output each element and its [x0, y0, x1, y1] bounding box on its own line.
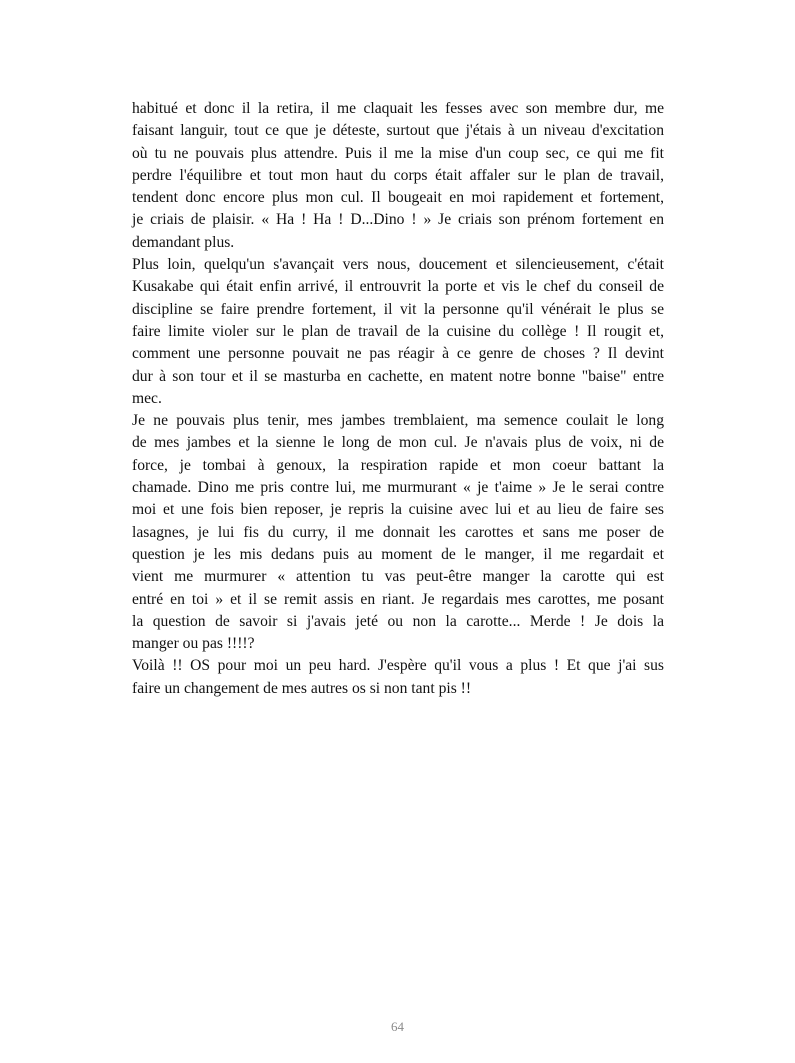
- text-line: de mes jambes et la sienne le long de mon cul. Je n'avais plus de voix, ni de: [132, 434, 664, 452]
- text-line: entré en toi » et il se remit assis en riant. Je regardais mes carottes, me posant: [132, 590, 664, 608]
- text-line: moi et une fois bien reposer, je repris la cuisine avec lui et au lieu de faire ses: [132, 501, 664, 519]
- text-line: Voilà !! OS pour moi un peu hard. J'espère qu'il vous a plus ! Et que j'ai sus: [132, 657, 664, 675]
- text-line: perdre l'équilibre et tout mon haut du corps était affaler sur le plan de travail,: [132, 166, 664, 184]
- text-line: comment une personne pouvait ne pas réagir à ce genre de choses ? Il devint: [132, 345, 664, 363]
- text-line: demandant plus.: [132, 233, 235, 251]
- text-line: habitué et donc il la retira, il me claquait les fesses avec son membre dur, me: [132, 100, 664, 117]
- text-line: manger ou pas !!!!?: [132, 635, 255, 653]
- text-line: Plus loin, quelqu'un s'avançait vers nous, doucement et silencieusement, c'était: [132, 256, 664, 274]
- text-line: faisant languir, tout ce que je déteste, surtout que j'étais à un niveau d'excitation: [132, 122, 664, 140]
- text-line: faire un changement de mes autres os si non tant pis !!: [132, 679, 472, 697]
- text-line: mec.: [132, 389, 162, 407]
- text-line: la question de savoir si j'avais jeté ou non la carotte... Merde ! Je dois la: [132, 612, 664, 630]
- text-line: question je les mis dedans puis au moment de le manger, il me regardait et: [132, 545, 664, 563]
- text-line: discipline se faire prendre fortement, il vit la personne qu'il vénérait le plus se: [132, 300, 664, 318]
- text-line: lasagnes, je lui fis du curry, il me donnait les carottes et sans me poser de: [132, 523, 664, 541]
- text-line: Kusakabe qui était enfin arrivé, il entrouvrit la porte et vis le chef du conseil de: [132, 278, 664, 296]
- text-line: tendent donc encore plus mon cul. Il bougeait en moi rapidement et fortement,: [132, 189, 664, 207]
- text-line: Je ne pouvais plus tenir, mes jambes tremblaient, ma semence coulait le long: [132, 412, 664, 430]
- page-number: 64: [391, 1019, 404, 1034]
- text-line: chamade. Dino me pris contre lui, me murmurant « je t'aime » Je le serai contre: [132, 479, 664, 497]
- text-line: je criais de plaisir. « Ha ! Ha ! D...Dino ! » Je criais son prénom fortement en: [132, 211, 664, 229]
- text-line: où tu ne pouvais plus attendre. Puis il me la mise d'un coup sec, ce qui me fit: [132, 144, 664, 162]
- document-body: [132, 98, 664, 700]
- text-line: force, je tombai à genoux, la respiration rapide et mon coeur battant la: [132, 456, 664, 474]
- text-line: vient me murmurer « attention tu vas peut-être manger la carotte qui est: [132, 568, 664, 586]
- text-line: faire limite violer sur le plan de travail de la cuisine du collège ! Il rougit et,: [132, 322, 664, 340]
- text-line: dur à son tour et il se masturba en cachette, en matent notre bonne "baise" entre: [132, 367, 664, 385]
